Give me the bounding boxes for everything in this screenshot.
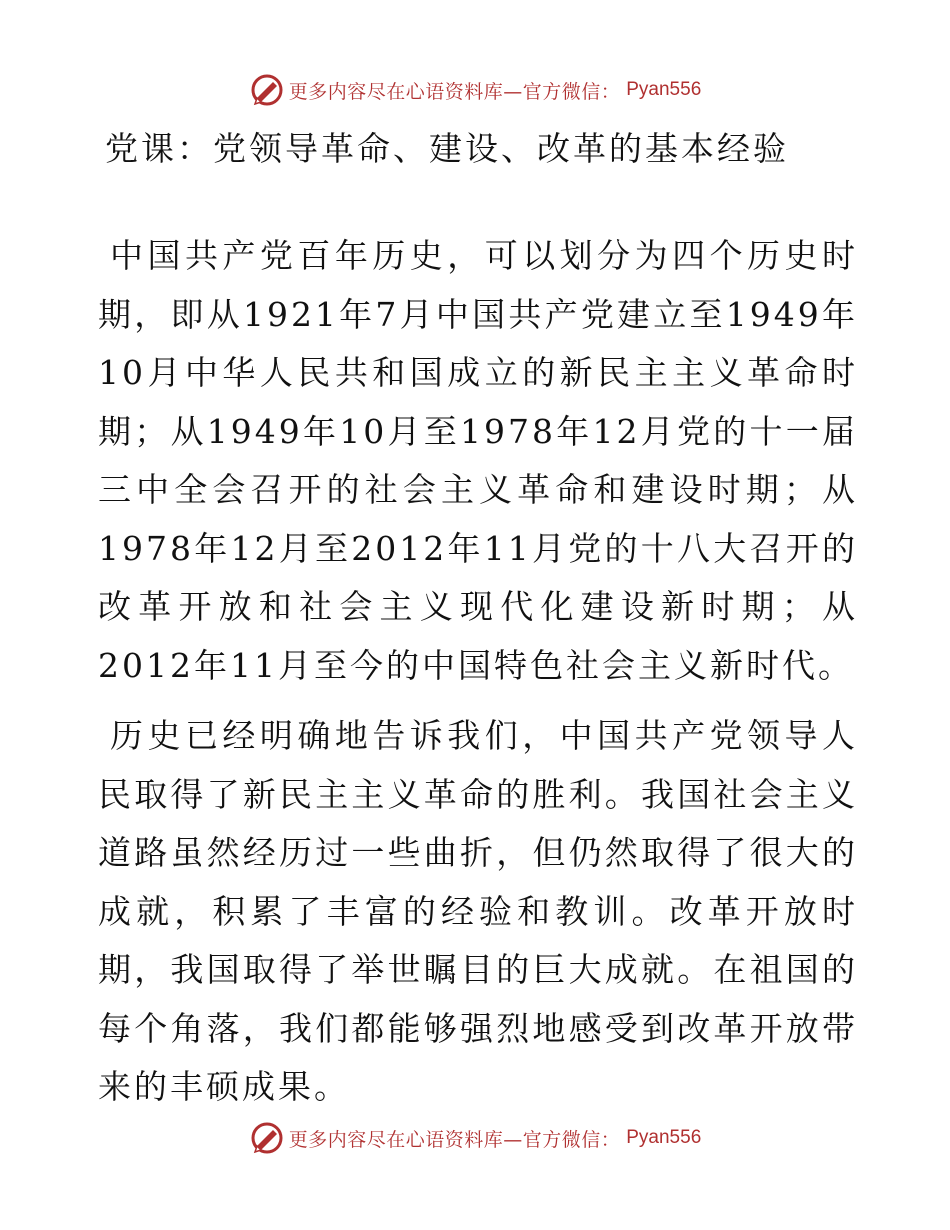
footer-watermark bbox=[0, 1118, 950, 1158]
watermark-wechat-id: Pyan556 bbox=[626, 1127, 702, 1148]
pen-logo-icon bbox=[249, 1120, 285, 1156]
watermark-wechat-id: Pyan556 bbox=[626, 79, 702, 100]
paragraph-1: 中国共产党百年历史，可以划分为四个历史时期，即从1921年7月中国共产党建立至1949年10月中华人民共和国成立的新民主主义革命时期；从1949年10月至1978年12月党的十一届三中全会召开的社会主义革命和建设时期；从1978年12月至2012年11月党的十八大召开的改革开放和社会主义现代化建设新时期；从2012年11月至今的中国特色社会主义新时代。 bbox=[98, 236, 858, 685]
watermark-text: 更多内容尽在心语资料库—官方微信： bbox=[288, 80, 621, 103]
header-watermark bbox=[0, 70, 950, 110]
paragraph-2: 历史已经明确地告诉我们，中国共产党领导人民取得了新民主主义革命的胜利。我国社会主义道路虽然经历过一些曲折，但仍然取得了很大的成就，积累了丰富的经验和教训。改革开放时期，我国取得了举世瞩目的巨大成就。在祖国的每个角落，我们都能够强烈地感受到改革开放带来的丰硕成果。 bbox=[98, 716, 858, 1106]
document-title: 党课：党领导革命、建设、改革的基本经验 bbox=[105, 129, 789, 168]
pen-logo-icon bbox=[249, 72, 285, 108]
watermark-text: 更多内容尽在心语资料库—官方微信： bbox=[288, 1128, 621, 1151]
